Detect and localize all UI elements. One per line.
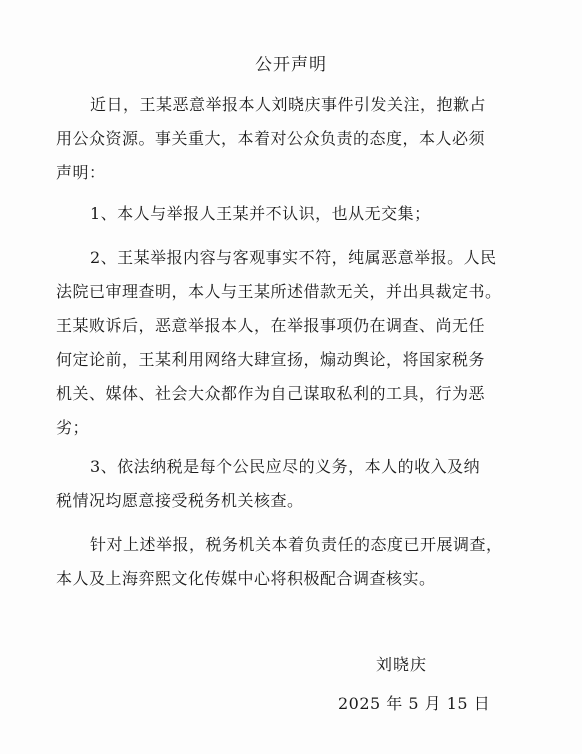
point-2-line-2: 法院已审理查明，本人与王某所述借款无关，并出具裁定书。 [56,282,502,301]
point-2-line-1: 2、王某举报内容与客观事实不符，纯属恶意举报。人民 [90,248,497,267]
statement-date: 2025 年 5 月 15 日 [338,694,491,713]
signature: 刘晓庆 [376,655,428,674]
point-1-line-1: 1、本人与举报人王某并不认识，也从无交集； [90,204,431,223]
document-title: 公开声明 [255,55,327,75]
point-2-line-4: 何定论前，王某利用网络大肆宣扬，煽动舆论，将国家税务 [56,350,486,369]
point-2-line-6: 劣； [56,418,90,437]
point-2-line-5: 机关、媒体、社会大众都作为自己谋取私利的工具，行为恶 [56,384,486,403]
intro-line-1: 近日，王某恶意举报本人刘晓庆事件引发关注，抱歉占 [90,95,487,114]
closing-line-1: 针对上述举报，税务机关本着负责任的态度已开展调查， [90,535,503,554]
closing-paragraph [56,528,526,596]
point-2-line-3: 王某败诉后，恶意举报本人，在举报事项仍在调查、尚无任 [56,316,486,335]
intro-paragraph [56,88,526,190]
point-2-paragraph [56,241,526,445]
point-3-line-2: 税情况均愿意接受税务机关核查。 [56,491,304,510]
point-3-line-1: 3、依法纳税是每个公民应尽的义务，本人的收入及纳 [90,457,481,476]
point-3-paragraph [56,450,526,518]
intro-line-2: 用公众资源。事关重大，本着对公众负责的态度，本人必须 [56,129,486,148]
closing-line-2: 本人及上海弈熙文化传媒中心将积极配合调查核实。 [56,569,436,588]
point-1-paragraph [56,197,526,231]
intro-line-3: 声明： [56,163,106,182]
